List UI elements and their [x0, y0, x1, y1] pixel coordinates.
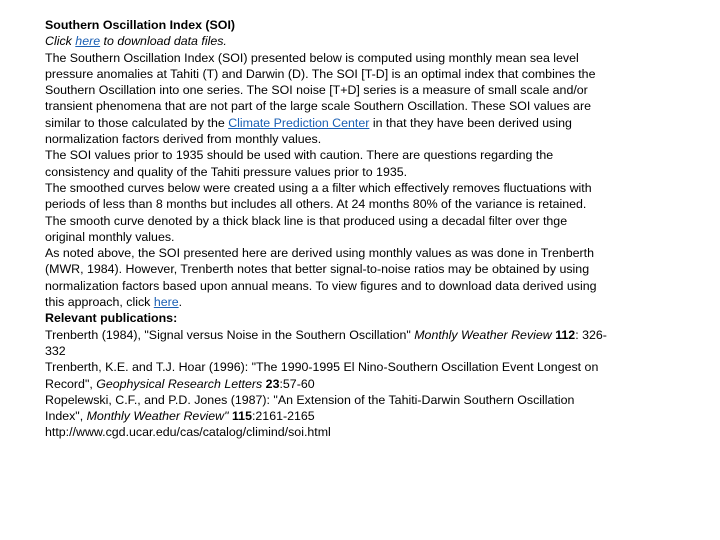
- intro-line-1: The Southern Oscillation Index (SOI) presented below is computed using monthly mean sea level: [45, 50, 579, 65]
- document-body: [45, 17, 690, 441]
- download-suffix: to download data files.: [100, 34, 227, 49]
- smoothed-paragraph: [45, 180, 690, 245]
- smoothed-line-4: original monthly values.: [45, 229, 175, 244]
- publication-2-line-2: [45, 376, 690, 392]
- publication-1-volume: 112: [555, 327, 576, 342]
- caution-line-2: consistency and quality of the Tahiti pressure values prior to 1935.: [45, 164, 408, 179]
- publication-2-journal: Geophysical Research Letters: [96, 376, 263, 391]
- noted-line-4-suffix: .: [178, 295, 183, 310]
- publication-1-line-1: [45, 327, 690, 343]
- smoothed-line-1: The smoothed curves below were created using a a filter which effectively removes fluctuations with: [45, 180, 592, 195]
- publication-2-line-1: Trenberth, K.E. and T.J. Hoar (1996): "The 1990-1995 El Nino-Southern Oscillation Event Longest on: [45, 360, 599, 375]
- noted-line-2: (MWR, 1984). However, Trenberth notes that better signal-to-noise ratios may be obtained by using: [45, 262, 590, 277]
- noted-line-4-prefix: this approach, click: [45, 295, 154, 310]
- publication-2-prefix: Record",: [45, 376, 97, 391]
- noted-line-3: normalization factors based upon annual means. To view figures and to download data derived using: [45, 278, 597, 293]
- publication-1-journal: Monthly Weather Review: [414, 327, 552, 342]
- publication-3-volume: 115: [231, 409, 252, 424]
- publication-trenberth-hoar-1996: [45, 359, 690, 392]
- source-url: http://www.cgd.ucar.edu/cas/catalog/climind/soi.html: [45, 425, 331, 440]
- noted-line-1: As noted above, the SOI presented here are derived using monthly values as was done in Trenberth: [45, 246, 594, 261]
- intro-line-2: pressure anomalies at Tahiti (T) and Darwin (D). The SOI [T-D] is an optimal index that combines the: [45, 66, 596, 81]
- caution-paragraph: [45, 147, 690, 180]
- annual-means-here-link[interactable]: here: [153, 295, 179, 310]
- publication-2-volume: 23: [265, 376, 280, 391]
- caution-line-1: The SOI values prior to 1935 should be used with caution. There are questions regarding the: [45, 148, 554, 163]
- download-prefix: Click: [45, 34, 76, 49]
- publication-trenberth-1984: [45, 327, 690, 360]
- publication-1-line-2: 332: [45, 343, 66, 358]
- intro-line-5-prefix: similar to those calculated by the: [45, 115, 229, 130]
- noted-line-4: [45, 294, 690, 310]
- download-line: [45, 33, 690, 49]
- publications-heading: Relevant publications:: [45, 311, 178, 326]
- publication-3-journal: Monthly Weather Review": [86, 409, 229, 424]
- smoothed-line-2: periods of less than 8 months but includes all others. At 24 months 80% of the variance is retained.: [45, 197, 587, 212]
- publication-3-line-1: Ropelewski, C.F., and P.D. Jones (1987): "An Extension of the Tahiti-Darwin Southern Oscillation: [45, 392, 575, 407]
- download-here-link[interactable]: here: [75, 34, 101, 49]
- publication-3-prefix: Index",: [45, 409, 87, 424]
- intro-line-5-suffix: in that they have been derived using: [369, 115, 572, 130]
- publication-3-pages: :2161-2165: [251, 409, 315, 424]
- publication-1-citation: Trenberth (1984), "Signal versus Noise in the Southern Oscillation": [45, 327, 415, 342]
- intro-line-4: transient phenomena that are not part of the large scale Southern Oscillation. These SOI values are: [45, 99, 591, 114]
- page-title: Southern Oscillation Index (SOI): [45, 18, 236, 32]
- noted-paragraph: [45, 245, 690, 310]
- intro-line-6: normalization factors derived from monthly values.: [45, 132, 322, 147]
- publication-3-line-2: [45, 408, 690, 424]
- smoothed-line-3: The smooth curve denoted by a thick black line is that produced using a decadal filter over thge: [45, 213, 568, 228]
- climate-prediction-center-link[interactable]: Climate Prediction Center: [228, 115, 370, 130]
- intro-line-3: Southern Oscillation into one series. The SOI noise [T+D] series is a measure of small scale and/or: [45, 83, 588, 98]
- intro-line-5: [45, 115, 690, 131]
- publication-ropelewski-jones-1987: [45, 392, 690, 425]
- publication-2-pages: :57-60: [279, 376, 315, 391]
- publication-1-pages: : 326-: [575, 327, 607, 342]
- intro-paragraph: [45, 50, 690, 148]
